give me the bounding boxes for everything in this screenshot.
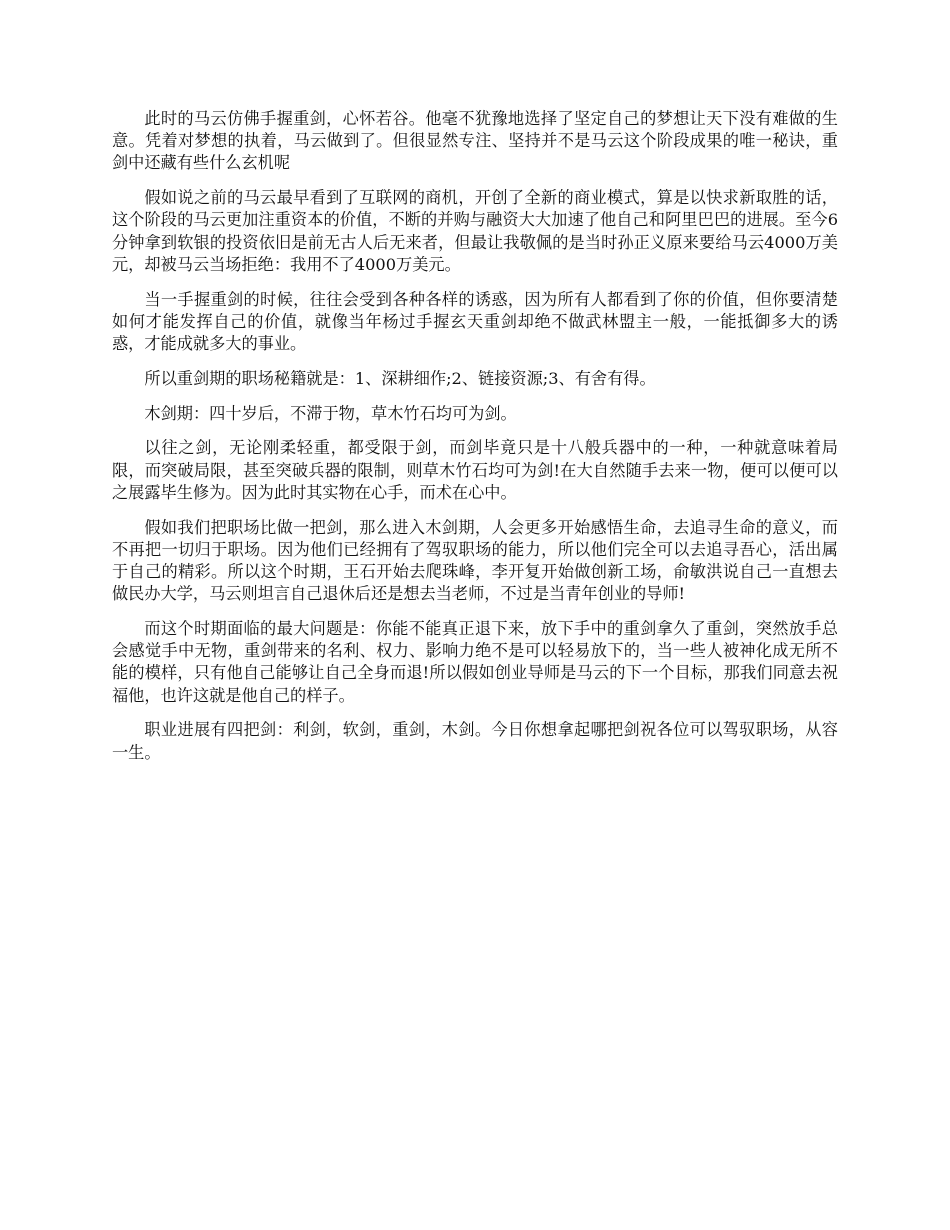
paragraph: 此时的马云仿佛手握重剑，心怀若谷。他毫不犹豫地选择了坚定自己的梦想让天下没有难做的生意。凭着对梦想的执着，马云做到了。但很显然专注、坚持并不是马云这个阶段成果的唯一秘诀，重剑中还藏有些什么玄机呢	[112, 109, 838, 173]
document-body	[112, 108, 838, 776]
paragraph: 假如我们把职场比做一把剑，那么进入木剑期，人会更多开始感悟生命，去追寻生命的意义，而不再把一切归于职场。因为他们已经拥有了驾驭职场的能力，所以他们完全可以去追寻吾心，活出属于自己的精彩。所以这个时期，王石开始去爬珠峰，李开复开始做创新工场，俞敏洪说自己一直想去做民办大学，马云则坦言自己退休后还是想去当老师，不过是当青年创业的导师!	[112, 517, 838, 604]
paragraph: 职业进展有四把剑：利剑，软剑，重剑，木剑。今日你想拿起哪把剑祝各位可以驾驭职场，从容一生。	[112, 720, 838, 762]
paragraph: 而这个时期面临的最大问题是：你能不能真正退下来，放下手中的重剑拿久了重剑，突然放手总会感觉手中无物，重剑带来的名利、权力、影响力绝不是可以轻易放下的，当一些人被神化成无所不能的模样，只有他自己能够让自己全身而退!所以假如创业导师是马云的下一个目标，那我们同意去祝福他，也许这就是他自己的样子。	[112, 619, 838, 705]
paragraph: 所以重剑期的职场秘籍就是：1、深耕细作;2、链接资源;3、有舍有得。	[144, 368, 656, 388]
paragraph: 假如说之前的马云最早看到了互联网的商机，开创了全新的商业模式，算是以快求新取胜的话，这个阶段的马云更加注重资本的价值，不断的并购与融资大大加速了他自己和阿里巴巴的进展。至今6分钟拿到软银的投资依旧是前无古人后无来者，但最让我敬佩的是当时孙正义原来要给马云4000万美元，却被马云当场拒绝：我用不了4000万美元。	[112, 188, 838, 274]
paragraph: 当一手握重剑的时候，往往会受到各种各样的诱惑，因为所有人都看到了你的价值，但你要清楚如何才能发挥自己的价值，就像当年杨过手握玄天重剑却绝不做武林盟主一般，一能抵御多大的诱惑，才能成就多大的事业。	[112, 289, 838, 354]
paragraph: 木剑期：四十岁后，不滞于物，草木竹石均可为剑。	[144, 403, 517, 423]
paragraph: 以往之剑，无论刚柔轻重，都受限于剑，而剑毕竟只是十八般兵器中的一种，一种就意味着局限，而突破局限，甚至突破兵器的限制，则草木竹石均可为剑!在大自然随手去来一物，便可以便可以之展露毕生修为。因为此时其实物在心手，而术在心中。	[112, 438, 838, 502]
